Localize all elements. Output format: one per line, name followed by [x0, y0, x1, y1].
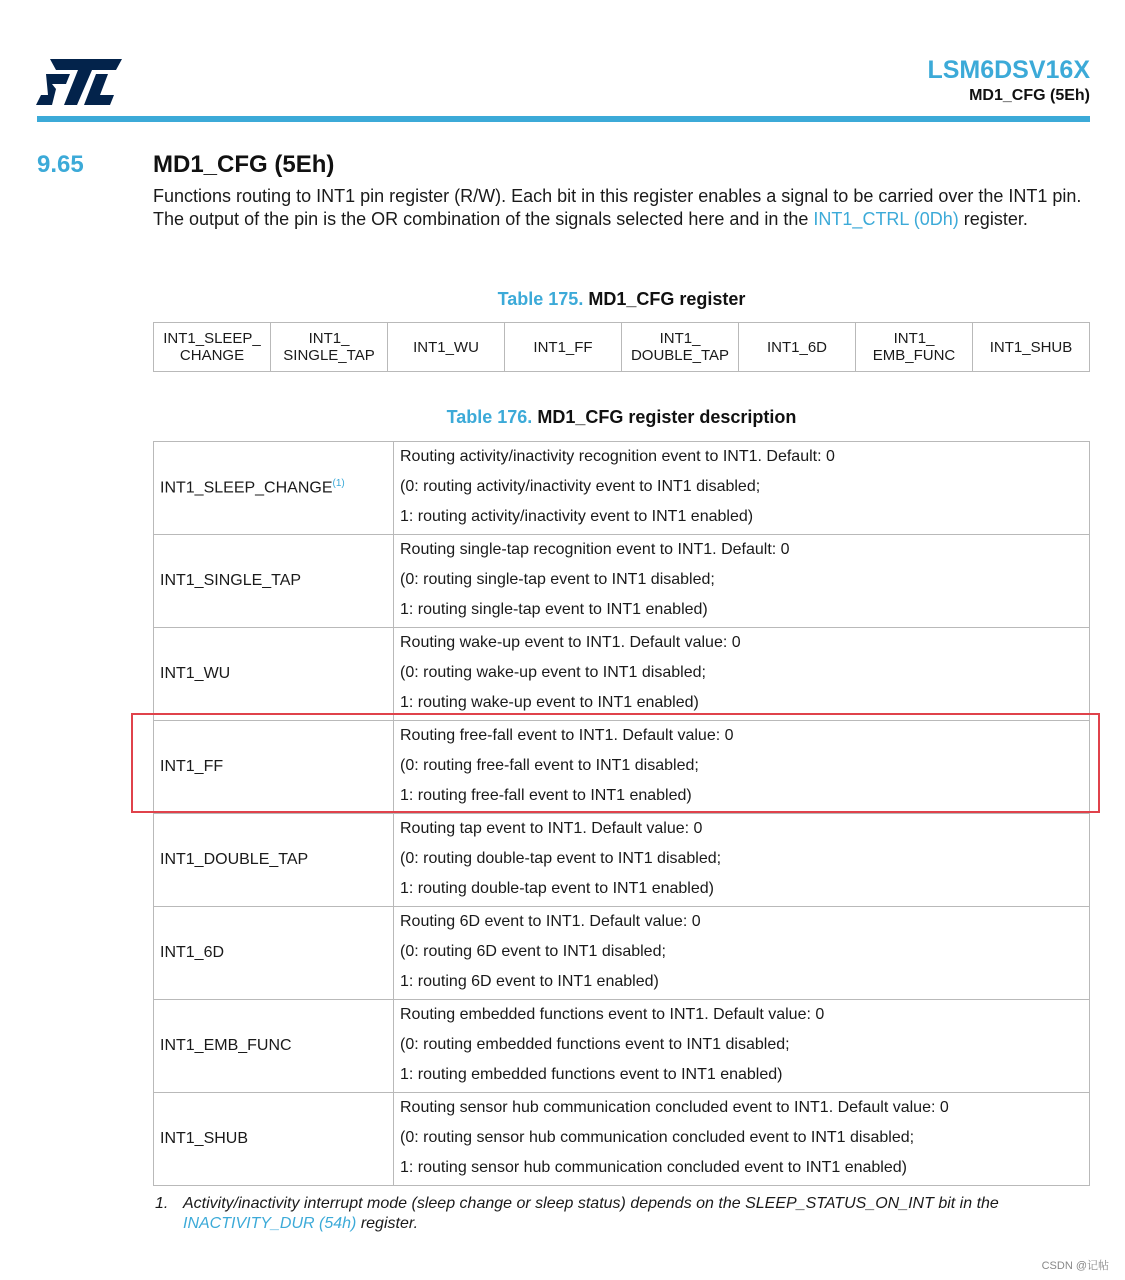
table-row — [154, 1000, 1090, 1093]
section-title: MD1_CFG (5Eh) — [153, 151, 335, 178]
description-line: Routing activity/inactivity recognition event to INT1. Default: 0 — [400, 448, 835, 465]
table-row — [154, 628, 1090, 721]
product-name: LSM6DSV16X — [927, 56, 1090, 84]
description-line: 1: routing sensor hub communication concluded event to INT1 enabled) — [400, 1159, 907, 1176]
description-line: Routing embedded functions event to INT1. Default value: 0 — [400, 1006, 825, 1023]
description-line: (0: routing double-tap event to INT1 disabled; — [400, 850, 722, 867]
description-line: Routing wake-up event to INT1. Default value: 0 — [400, 634, 741, 651]
description-line: 1: routing double-tap event to INT1 enabled) — [400, 880, 714, 897]
description-line: (0: routing activity/inactivity event to INT1 disabled; — [400, 478, 761, 495]
table175-caption — [153, 289, 1090, 310]
st-logo — [36, 57, 122, 107]
field-description — [394, 1093, 1090, 1186]
footnote-number: 1. — [155, 1195, 169, 1212]
register-description-table — [153, 441, 1090, 1186]
description-line: 1: routing 6D event to INT1 enabled) — [400, 973, 659, 990]
footnote-text — [183, 1194, 1083, 1234]
field-name — [154, 814, 394, 907]
field-name-text: INT1_SLEEP_CHANGE — [160, 479, 333, 497]
description-line: Routing free-fall event to INT1. Default value: 0 — [400, 727, 734, 744]
table-row — [154, 1093, 1090, 1186]
highlight-box-int1-ff — [131, 713, 1100, 813]
section-intro — [153, 185, 1093, 231]
header-register: MD1_CFG (5Eh) — [969, 87, 1090, 104]
field-name-text: INT1_WU — [160, 665, 231, 682]
int1-ctrl-link[interactable]: INT1_CTRL (0Dh) — [813, 209, 959, 229]
field-description — [394, 1000, 1090, 1093]
intro-text: Functions routing to INT1 pin register (R/W). Each bit in this register enables a signal to be carried over the INT1 pin. The output of the pin is the OR combination of the signals selected here and in the — [153, 186, 1082, 229]
description-line: Routing sensor hub communication concluded event to INT1. Default value: 0 — [400, 1099, 949, 1116]
footnote-ref[interactable]: (1) — [332, 478, 345, 490]
field-name — [154, 1000, 394, 1093]
table175-title: MD1_CFG register — [588, 289, 746, 309]
field-name — [154, 907, 394, 1000]
header-rule — [37, 116, 1090, 122]
bit-cell: INT1_SLEEP_ CHANGE — [154, 323, 271, 372]
field-name-text: INT1_6D — [160, 944, 225, 961]
field-name-text: INT1_DOUBLE_TAP — [160, 851, 309, 868]
table176-title: MD1_CFG register description — [537, 407, 797, 427]
field-description — [394, 535, 1090, 628]
field-name-text: INT1_SHUB — [160, 1130, 249, 1147]
bit-cell: INT1_6D — [739, 323, 856, 372]
table176-number: Table 176. — [446, 407, 533, 427]
bit-cell: INT1_WU — [388, 323, 505, 372]
description-line: (0: routing free-fall event to INT1 disabled; — [400, 757, 699, 774]
field-name — [154, 1093, 394, 1186]
field-description — [394, 628, 1090, 721]
intro-text-end: register. — [958, 209, 1028, 229]
description-line: 1: routing wake-up event to INT1 enabled) — [400, 694, 699, 711]
bit-cell: INT1_ EMB_FUNC — [856, 323, 973, 372]
inactivity-dur-link[interactable]: INACTIVITY_DUR (54h) — [183, 1215, 357, 1232]
field-name-text: INT1_FF — [160, 758, 224, 775]
footnote-text-end: register. — [356, 1215, 419, 1232]
field-description — [394, 442, 1090, 535]
bit-cell: INT1_ SINGLE_TAP — [271, 323, 388, 372]
footnote-text-part: Activity/inactivity interrupt mode (sleep change or sleep status) depends on the SLEEP_STATUS_ON_INT bit in the — [183, 1195, 999, 1212]
description-line: Routing single-tap recognition event to INT1. Default: 0 — [400, 541, 790, 558]
table-row — [154, 814, 1090, 907]
table-row — [154, 907, 1090, 1000]
field-name-text: INT1_EMB_FUNC — [160, 1037, 292, 1054]
description-line: (0: routing embedded functions event to INT1 disabled; — [400, 1036, 790, 1053]
table176-caption — [153, 407, 1090, 428]
bit-cell: INT1_FF — [505, 323, 622, 372]
bits-row — [154, 323, 1090, 372]
description-line: Routing tap event to INT1. Default value: 0 — [400, 820, 703, 837]
field-name — [154, 628, 394, 721]
table-row — [154, 535, 1090, 628]
description-line: (0: routing single-tap event to INT1 disabled; — [400, 571, 715, 588]
description-line: (0: routing wake-up event to INT1 disabled; — [400, 664, 706, 681]
field-name-text: INT1_SINGLE_TAP — [160, 572, 302, 589]
description-line: 1: routing activity/inactivity event to INT1 enabled) — [400, 508, 754, 525]
field-name — [154, 442, 394, 535]
table-row — [154, 442, 1090, 535]
table175-number: Table 175. — [497, 289, 584, 309]
field-description — [394, 814, 1090, 907]
register-bits-table — [153, 322, 1090, 372]
field-description — [394, 907, 1090, 1000]
bit-cell: INT1_SHUB — [973, 323, 1090, 372]
description-line: 1: routing embedded functions event to INT1 enabled) — [400, 1066, 783, 1083]
field-name — [154, 535, 394, 628]
description-line: Routing 6D event to INT1. Default value: 0 — [400, 913, 701, 930]
description-line: (0: routing sensor hub communication concluded event to INT1 disabled; — [400, 1129, 915, 1146]
section-number: 9.65 — [37, 151, 84, 178]
description-line: (0: routing 6D event to INT1 disabled; — [400, 943, 666, 960]
description-line: 1: routing single-tap event to INT1 enabled) — [400, 601, 708, 618]
description-line: 1: routing free-fall event to INT1 enabled) — [400, 787, 692, 804]
bit-cell: INT1_ DOUBLE_TAP — [622, 323, 739, 372]
watermark: CSDN @记帖 — [1041, 1260, 1109, 1272]
